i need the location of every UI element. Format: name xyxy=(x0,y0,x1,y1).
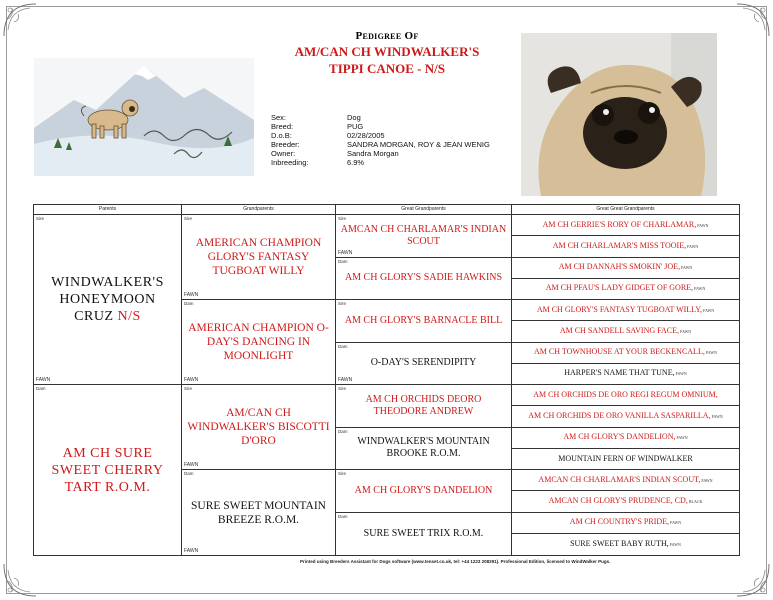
ancestor-name: AM CH ORCHIDS DE ORO REGI REGUM OMNIUM, xyxy=(533,390,718,400)
great-great-grandparent-name xyxy=(551,241,701,252)
pedigree-title xyxy=(262,30,512,76)
info-row-owner xyxy=(271,149,516,158)
coat-color: FAWN xyxy=(687,243,699,249)
relation-tag: Sire xyxy=(338,471,347,476)
great-grandparent-cell xyxy=(336,343,512,386)
ancestor-name: AM CH GERRIE'S RORY OF CHARLAMAR, xyxy=(542,219,697,229)
great-great-grandparent-name xyxy=(568,517,683,528)
coat-color: FAWN xyxy=(184,462,199,468)
great-great-grandparent-cell xyxy=(512,385,739,406)
dog-info xyxy=(271,113,516,167)
info-value: PUG xyxy=(347,122,364,131)
great-great-grandparent-cell xyxy=(512,258,739,279)
great-great-grandparent-cell xyxy=(512,428,739,449)
coat-color: FAWN xyxy=(680,328,692,334)
dog-photo xyxy=(521,33,717,196)
coat-color: FAWN xyxy=(338,377,353,383)
great-great-grandparent-cell xyxy=(512,491,739,512)
ancestor-name: SURE SWEET BABY RUTH, xyxy=(570,538,669,548)
coat-color: FAWN xyxy=(184,377,199,383)
coat-color: BLACK xyxy=(688,498,703,504)
great-great-grandparent-name xyxy=(532,347,719,358)
coat-color: FAWN xyxy=(711,413,723,419)
header-parents: Parents xyxy=(34,205,182,215)
great-great-grandparent-name xyxy=(556,454,695,464)
great-great-grandparent-cell xyxy=(512,364,739,385)
info-label: Owner: xyxy=(271,149,296,158)
info-row-breeder xyxy=(271,140,516,149)
ancestor-name: AM CH COUNTRY'S PRIDE, xyxy=(569,517,670,527)
grandparent-cell xyxy=(182,470,336,555)
great-grandparent-name: AM CH GLORY'S SADIE HAWKINS xyxy=(344,272,503,284)
title-prefix: Pedigree Of xyxy=(355,30,419,42)
great-grandparent-cell xyxy=(336,470,512,513)
great-great-grandparent-cell xyxy=(512,236,739,257)
footer-note: Printed using Breeders Assistant for Dogs software (www.tenset.co.uk, tel: +44 1223 208291). Professional Edition, licensed to WindWalker Pugs. xyxy=(300,559,611,564)
great-great-grandparent-cell xyxy=(512,449,739,470)
great-grandparent-name: AM CH GLORY'S BARNACLE BILL xyxy=(344,314,503,326)
great-grandparent-cell xyxy=(336,513,512,556)
info-row-breed xyxy=(271,122,516,131)
great-grandparent-name: AM CH ORCHIDS DEORO THEODORE ANDREW xyxy=(365,393,482,417)
sire-name: WINDWALKER'S HONEYMOON CRUZ xyxy=(51,275,164,324)
ancestor-name: AM CH GLORY'S FANTASY TUGBOAT WILLY, xyxy=(536,304,703,314)
great-great-grandparent-name xyxy=(526,411,725,422)
parent-cell-sire xyxy=(34,215,182,385)
corner-ornament-icon xyxy=(733,560,773,600)
great-grandparent-name: AMCAN CH CHARLAMAR'S INDIAN SCOUT xyxy=(340,223,507,247)
kennel-logo xyxy=(34,58,254,176)
great-great-grandparent-cell xyxy=(512,534,739,555)
ancestor-name: HARPER'S NAME THAT TUNE, xyxy=(564,368,675,378)
great-great-grandparent-cell xyxy=(512,513,739,534)
great-great-grandparent-cell xyxy=(512,215,739,236)
great-great-grandparent-cell xyxy=(512,300,739,321)
info-value: Dog xyxy=(347,113,361,122)
grandparent-cell xyxy=(182,215,336,300)
relation-tag: Dam xyxy=(338,258,348,264)
great-great-grandparent-name xyxy=(541,220,711,231)
pedigree-table xyxy=(33,204,740,556)
great-grandparent-cell xyxy=(336,428,512,471)
info-row-inbreeding xyxy=(271,158,516,167)
great-grandparent-name: WINDWALKER'S MOUNTAIN BROOKE R.O.M. xyxy=(357,436,490,460)
great-great-grandparent-name xyxy=(547,496,705,507)
great-grandparent-name: O-DAY'S SERENDIPITY xyxy=(370,357,477,369)
coat-color: FAWN xyxy=(675,371,687,377)
coat-color: FAWN xyxy=(669,541,681,547)
great-great-grandparent-cell xyxy=(512,321,739,342)
great-great-grandparent-name xyxy=(562,368,689,379)
great-great-grandparent-name xyxy=(536,475,714,486)
relation-tag: Sire xyxy=(338,216,347,221)
ancestor-name: AM CH DANNAH'S SMOKIN' JOE, xyxy=(558,262,681,272)
ancestor-name: AM CH SANDELL SAVING FACE, xyxy=(559,325,680,335)
relation-tag: Dam xyxy=(36,386,46,391)
coat-color: FAWN xyxy=(184,548,199,554)
relation-tag: Sire xyxy=(184,216,193,221)
ancestor-name: AMCAN CH CHARLAMAR'S INDIAN SCOUT, xyxy=(538,474,701,484)
info-label: Inbreeding: xyxy=(271,158,309,167)
relation-tag: Sire xyxy=(338,386,347,391)
great-great-grandparent-name xyxy=(568,539,683,550)
ancestor-name: AM CH TOWNHOUSE AT YOUR BECKENCALL, xyxy=(534,347,705,357)
header-grandparents: Grandparents xyxy=(182,205,336,215)
coat-color: FAWN xyxy=(705,350,717,356)
great-grandparent-cell xyxy=(336,258,512,301)
coat-color: FAWN xyxy=(681,265,693,271)
great-great-grandparent-name xyxy=(561,432,689,443)
ancestor-name: AM CH ORCHIDS DE ORO VANILLA SASPARILLA, xyxy=(528,410,711,420)
relation-tag: Dam xyxy=(338,343,348,349)
ancestor-name: AM CH PFAU'S LADY GIDGET OF GORE, xyxy=(545,283,694,293)
corner-ornament-icon xyxy=(0,0,40,40)
dam-name: AM CH SURE SWEET CHERRY TART R.O.M. xyxy=(51,445,164,495)
great-great-grandparent-cell xyxy=(512,279,739,300)
coat-color: FAWN xyxy=(338,249,353,256)
ancestor-name: MOUNTAIN FERN OF WINDWALKER xyxy=(558,453,693,463)
parent-cell-dam xyxy=(34,385,182,555)
header-great-grandparents: Great Grandparents xyxy=(336,205,512,215)
info-label: D.o.B: xyxy=(271,131,292,140)
coat-color: FAWN xyxy=(184,292,199,298)
great-grandparent-cell xyxy=(336,300,512,343)
great-great-grandparent-name xyxy=(557,262,695,273)
coat-color: FAWN xyxy=(676,435,688,441)
grandparent-name: AMERICAN CHAMPION GLORY'S FANTASY TUGBOAT WILLY xyxy=(195,237,322,277)
dog-name-line1: AM/CAN CH WINDWALKER'S xyxy=(294,44,480,59)
info-row-sex xyxy=(271,113,516,122)
great-great-grandparent-name xyxy=(544,283,707,294)
great-grandparent-cell xyxy=(336,215,512,258)
relation-tag: Dam xyxy=(338,513,348,519)
grandparent-name: AMERICAN CHAMPION O-DAY'S DANCING IN MOONLIGHT xyxy=(188,322,329,362)
relation-tag: Dam xyxy=(184,471,194,476)
coat-color: FAWN xyxy=(697,222,709,228)
info-row-dob xyxy=(271,131,516,140)
great-great-grandparent-cell xyxy=(512,406,739,427)
great-grandparent-name: SURE SWEET TRIX R.O.M. xyxy=(363,527,484,539)
coat-color: FAWN xyxy=(694,286,706,292)
corner-ornament-icon xyxy=(733,0,773,40)
great-great-grandparent-cell xyxy=(512,343,739,364)
coat-color: FAWN xyxy=(701,477,713,483)
grandparent-cell xyxy=(182,385,336,470)
grandparent-name: AM/CAN CH WINDWALKER'S BISCOTTI D'ORO xyxy=(187,407,330,447)
ancestor-name: AMCAN CH GLORY'S PRUDENCE, CD, xyxy=(548,495,688,505)
great-great-grandparent-cell xyxy=(512,470,739,491)
great-great-grandparent-name xyxy=(535,305,716,316)
grandparent-name: SURE SWEET MOUNTAIN BREEZE R.O.M. xyxy=(191,499,326,526)
info-label: Breeder: xyxy=(271,140,300,149)
info-value: SANDRA MORGAN, ROY & JEAN WENIG xyxy=(347,140,490,149)
sire-suffix: N/S xyxy=(117,309,141,324)
info-label: Sex: xyxy=(271,113,287,122)
header-great-great-grandparents: Great Great Grandparents xyxy=(512,205,739,215)
great-great-grandparent-name xyxy=(558,326,693,337)
info-label: Breed: xyxy=(271,122,294,131)
relation-tag: Dam xyxy=(184,301,194,306)
relation-tag: Dam xyxy=(338,428,348,434)
info-value: Sandra Morgan xyxy=(347,149,399,158)
coat-color: FAWN xyxy=(36,377,51,383)
relation-tag: Sire xyxy=(184,386,193,391)
ancestor-name: AM CH CHARLAMAR'S MISS TOOIE, xyxy=(552,240,687,250)
grandparent-cell xyxy=(182,300,336,385)
info-value: 6.9% xyxy=(347,158,365,167)
relation-tag: Sire xyxy=(36,216,45,221)
coat-color: FAWN xyxy=(670,520,682,526)
parent-name xyxy=(34,274,181,325)
great-grandparent-cell xyxy=(336,385,512,428)
info-value: 02/28/2005 xyxy=(347,131,385,140)
great-great-grandparent-name xyxy=(531,390,719,400)
coat-color: FAWN xyxy=(703,307,715,313)
ancestor-name: AM CH GLORY'S DANDELION, xyxy=(563,432,676,442)
great-grandparent-name: AM CH GLORY'S DANDELION xyxy=(354,484,493,496)
dog-name-line2: TIPPI CANOE - N/S xyxy=(329,61,445,76)
relation-tag: Sire xyxy=(338,301,347,306)
corner-ornament-icon xyxy=(0,560,40,600)
